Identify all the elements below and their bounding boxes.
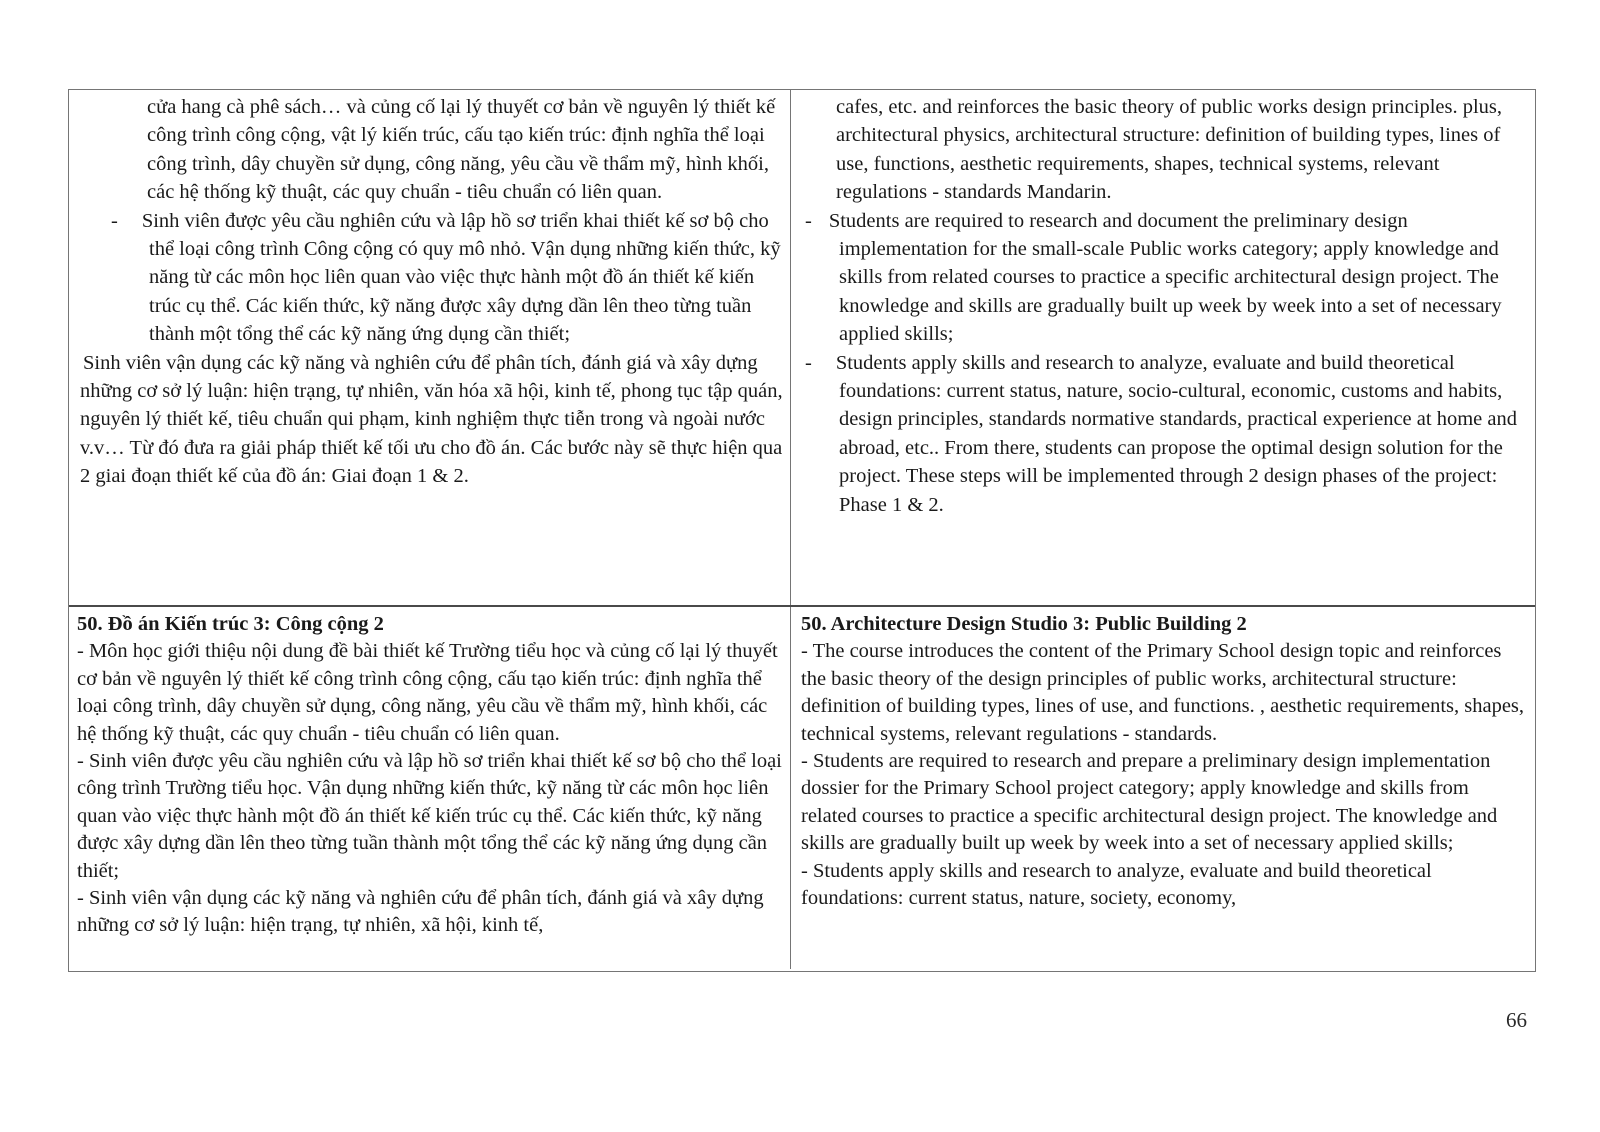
en-bullet-item-1 bbox=[801, 207, 1527, 349]
en-bullet-2-text: Students apply skills and research to analyze, evaluate and build theoretical foundations: current status, nature, socio-cultural, economic, customs and habits, design principles, standards normative standards, practical experience at home and abroad, etc.. From there, students can propose the optimal design solution for the project. These steps will be implemented through 2 design phases of the project: Phase 1 & 2. bbox=[835, 351, 1517, 516]
en-paragraph-2: - Students are required to research and prepare a preliminary design implementation dossier for the Primary School project category; apply knowledge and skills from related courses to practice a specific architectural design project. The knowledge and skills are gradually built up week by week into a set of necessary applied skills; bbox=[801, 750, 1498, 855]
vi-continuation-paragraph: cửa hang cà phê sách… và củng cố lại lý thuyết cơ bản về nguyên lý thiết kế công trình công cộng, vật lý kiến trúc, cấu tạo kiến trúc: định nghĩa thể loại công trình, dây chuyền sử dụng, công năng, yêu cầu về thẩm mỹ, hình khối, các hệ thống kỹ thuật, các quy chuẩn - tiêu chuẩn có liên quan. bbox=[147, 96, 776, 204]
row1-vietnamese-cell bbox=[69, 90, 791, 605]
en-paragraph-3: - Students apply skills and research to analyze, evaluate and build theoretical foundations: current status, nature, society, economy, bbox=[801, 859, 1432, 910]
en-course-title: 50. Architecture Design Studio 3: Public Building 2 bbox=[801, 613, 1247, 635]
vi-paragraph-3: - Sinh viên vận dụng các kỹ năng và nghiên cứu để phân tích, đánh giá và xây dựng những cơ sở lý luận: hiện trạng, tự nhiên, xã hội, kinh tế, bbox=[77, 887, 764, 937]
vi-closing-paragraph: Sinh viên vận dụng các kỹ năng và nghiên cứu để phân tích, đánh giá và xây dựng những cơ sở lý luận: hiện trạng, tự nhiên, văn hóa xã hội, kinh tế, phong tục tập quán, nguyên lý thiết kế, tiêu chuẩn qui phạm, kinh nghiệm thực tiễn trong và ngoài nước v.v… Từ đó đưa ra giải pháp thiết kế tối ưu cho đồ án. Các bước này sẽ thực hiện qua 2 giai đoạn thiết kế của đồ án: Giai đoạn 1 & 2. bbox=[80, 351, 783, 488]
en-continuation-paragraph: cafes, etc. and reinforces the basic theory of public works design principles. plus, architectural physics, architectural structure: definition of building types, lines of use, functions, aesthetic requirements, shapes, technical systems, relevant regulations - standards Mandarin. bbox=[836, 96, 1503, 204]
dash-bullet-marker: - bbox=[111, 209, 118, 232]
page-number: 66 bbox=[1506, 1008, 1527, 1032]
vi-paragraph-1: - Môn học giới thiệu nội dung đề bài thiết kế Trường tiểu học và củng cố lại lý thuyết cơ bản về nguyên lý thiết kế công trình công cộng, cấu tạo kiến trúc: định nghĩa thể loại công trình, dây chuyền sử dụng, công năng, yêu cầu về thẩm mỹ, hình khối, các hệ thống kỹ thuật, các quy chuẩn - tiêu chuẩn có liên quan. bbox=[77, 640, 778, 745]
en-bullet-item-2 bbox=[801, 349, 1527, 519]
row2-vietnamese-cell bbox=[69, 607, 791, 969]
table-row-course-50 bbox=[69, 607, 1535, 969]
dash-bullet-marker: - bbox=[805, 209, 812, 232]
en-bullet-1-text: Students are required to research and document the preliminary design implementation for the small-scale Public works category; apply knowledge and skills from related courses to practice a specific architectural design project. The knowledge and skills are gradually built up week by week into a set of necessary applied skills; bbox=[828, 209, 1502, 346]
course-description-table bbox=[68, 89, 1536, 972]
dash-bullet-marker: - bbox=[805, 351, 812, 374]
table-row-course-49-continued bbox=[69, 90, 1535, 607]
vi-bullet-text: Sinh viên được yêu cầu nghiên cứu và lập hồ sơ triển khai thiết kế sơ bộ cho thể loại công trình Công cộng có quy mô nhỏ. Vận dụng những kiến thức, kỹ năng từ các môn học liên quan vào việc thực hành một đồ án thiết kế kiến trúc cụ thể. Các kiến thức, kỹ năng được xây dựng dần lên theo từng tuần thành một tổng thể các kỹ năng ứng dụng cần thiết; bbox=[141, 209, 781, 346]
vi-course-title: 50. Đồ án Kiến trúc 3: Công cộng 2 bbox=[77, 613, 384, 635]
row1-english-cell bbox=[791, 90, 1535, 605]
vi-paragraph-2: - Sinh viên được yêu cầu nghiên cứu và lập hồ sơ triển khai thiết kế sơ bộ cho thể loại công trình Trường tiểu học. Vận dụng những kiến thức, kỹ năng từ các môn học liên quan vào việc thực hành một đồ án thiết kế kiến trúc cụ thể. Các kiến thức, kỹ năng được xây dựng dần lên theo từng tuần thành một tổng thể các kỹ năng ứng dụng cần thiết; bbox=[77, 750, 782, 882]
vi-bullet-item bbox=[80, 207, 784, 349]
en-paragraph-1: - The course introduces the content of the Primary School design topic and reinforces the basic theory of the design principles of public works, architectural structure: definition of building types, lines of use, and functions. , aesthetic requirements, shapes, technical systems, relevant regulations - standards. bbox=[801, 640, 1525, 745]
row2-english-cell bbox=[791, 607, 1535, 969]
